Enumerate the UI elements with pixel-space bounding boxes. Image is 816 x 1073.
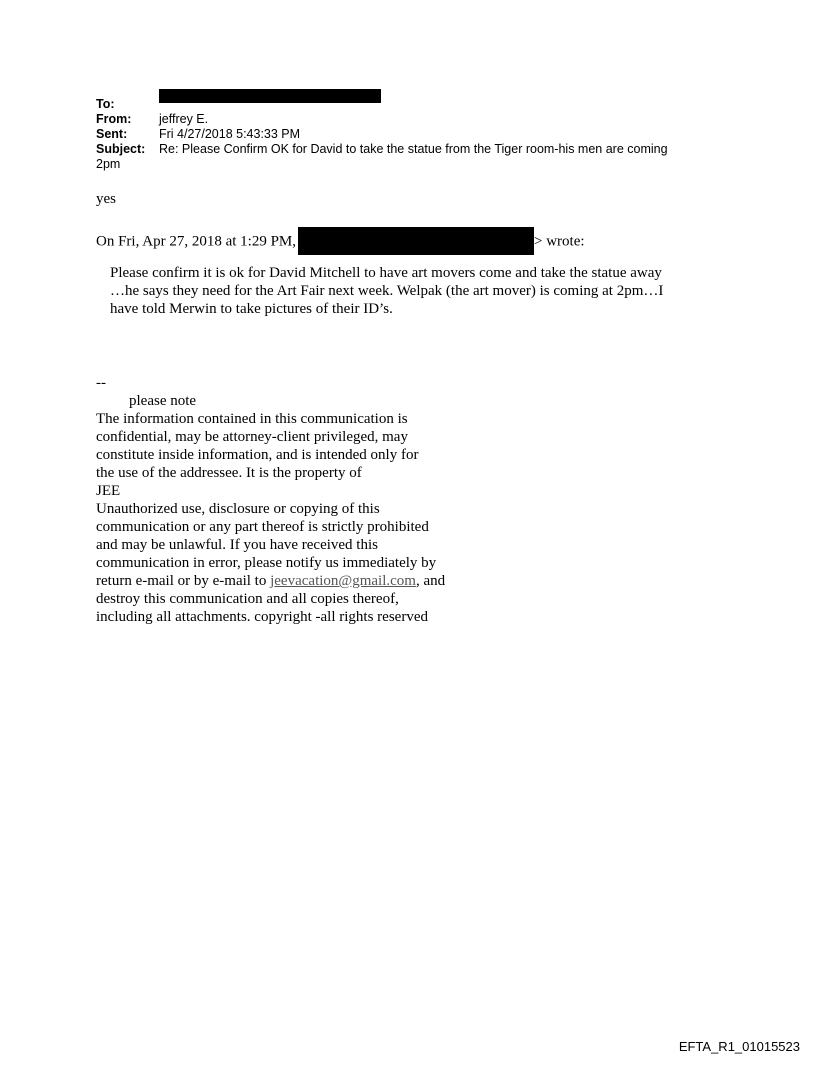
disclaimer-line: The information contained in this communication is <box>96 411 408 427</box>
subject-label: Subject: <box>96 142 146 156</box>
quoted-line: …he says they need for the Art Fair next week. Welpak (the art mover) is coming at 2pm…I <box>110 283 664 299</box>
disclaimer-line: communication or any part thereof is strictly prohibited <box>96 519 429 535</box>
disclaimer-line: and may be unlawful. If you have received this <box>96 537 378 553</box>
email-header <box>96 97 736 172</box>
email-link[interactable]: jeevacation@gmail.com <box>270 573 416 589</box>
sent-row <box>96 127 736 142</box>
signature-disclaimer <box>96 374 476 626</box>
sent-value: Fri 4/27/2018 5:43:33 PM <box>159 127 301 141</box>
quoted-line: Please confirm it is ok for David Mitchell to have art movers come and take the statue away <box>110 265 662 281</box>
quoted-message <box>110 264 710 318</box>
from-label: From: <box>96 112 132 126</box>
please-note: please note <box>129 393 197 409</box>
sent-label: Sent: <box>96 127 128 141</box>
quoted-line: have told Merwin to take pictures of their ID’s. <box>110 301 393 317</box>
email-suffix: , and <box>415 573 446 589</box>
disclaimer-email-line <box>96 572 476 590</box>
quote-attribution-suffix: > wrote: <box>534 233 585 250</box>
to-row <box>96 97 736 112</box>
email-prefix: return e-mail or by e-mail to <box>96 573 271 589</box>
redacted-sender <box>298 227 534 255</box>
disclaimer-line: confidential, may be attorney-client privileged, may <box>96 429 408 445</box>
subject-value-continued: 2pm <box>96 157 121 171</box>
quote-attribution <box>96 228 585 256</box>
to-label: To: <box>96 97 115 111</box>
quote-attribution-prefix: On Fri, Apr 27, 2018 at 1:29 PM, <box>96 233 297 250</box>
disclaimer-line: communication in error, please notify us immediately by <box>96 555 437 571</box>
from-value: jeffrey E. <box>159 112 209 126</box>
redacted-recipient <box>159 89 381 103</box>
disclaimer-line: JEE <box>96 483 121 499</box>
document-id: EFTA_R1_01015523 <box>678 1039 800 1054</box>
signature-separator: -- <box>96 375 106 391</box>
subject-row <box>96 142 736 157</box>
disclaimer-line: Unauthorized use, disclosure or copying of this <box>96 501 380 517</box>
disclaimer-line: the use of the addressee. It is the property of <box>96 465 362 481</box>
disclaimer-line: constitute inside information, and is intended only for <box>96 447 419 463</box>
disclaimer-line: including all attachments. copyright -all rights reserved <box>96 609 428 625</box>
subject-value: Re: Please Confirm OK for David to take the statue from the Tiger room-his men are coming <box>159 142 668 156</box>
from-row <box>96 112 736 127</box>
disclaimer-line: destroy this communication and all copies thereof, <box>96 591 399 607</box>
reply-text: yes <box>96 191 116 207</box>
